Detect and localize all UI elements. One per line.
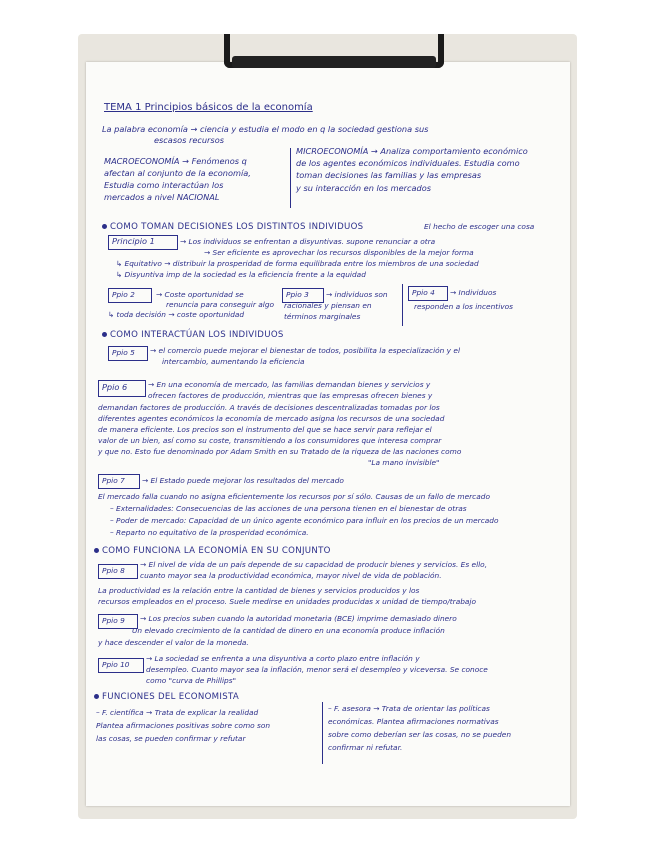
principle-4-text: → Individuos bbox=[450, 288, 497, 297]
principle-10-text: → La sociedad se enfrenta a una disyuntiva a corto plazo entre inflación y bbox=[146, 654, 420, 663]
choice-note: El hecho de escoger una cosa bbox=[424, 222, 535, 231]
principle-8-text-2: cuanto mayor sea la productividad económica, mayor nivel de vida de población. bbox=[140, 571, 442, 580]
tradeoff-line: ↳ Disyuntiva imp de la sociedad es la eficiencia frente a la equidad bbox=[116, 270, 366, 279]
market-failure-3: – Reparto no equitativo de la prosperidad económica. bbox=[110, 528, 309, 537]
advisory-line-1: – F. asesora → Trata de orientar las políticas bbox=[328, 704, 490, 713]
principle-5-label: Ppio 5 bbox=[112, 348, 135, 357]
advisory-line-2: económicas. Plantea afirmaciones normativas bbox=[328, 717, 499, 726]
principle-6-line-1: → En una economía de mercado, las familias demandan bienes y servicios y bbox=[148, 380, 431, 389]
notes-page bbox=[86, 62, 570, 806]
principle-8-text: → El nivel de vida de un país depende de su capacidad de producir bienes y servicios. Es ello, bbox=[140, 560, 488, 569]
principle-4-text-2: responden a los incentivos bbox=[414, 302, 513, 311]
advisory-line-3: sobre como deberían ser las cosas, no se pueden bbox=[328, 730, 512, 739]
principle-3-text-3: términos marginales bbox=[284, 312, 361, 321]
section-heading-interaction: COMO INTERACTÚAN LOS INDIVIDUOS bbox=[102, 330, 284, 340]
principle-6-line-7: y que no. Esto fue denominado por Adam Smith en su Tratado de la riqueza de las naciones como bbox=[98, 447, 462, 456]
principle-6-line-5: de manera eficiente. Los precios son el instrumento del que se hace servir para reflejar el bbox=[98, 425, 432, 434]
productivity-line-1: La productividad es la relación entre la cantidad de bienes y servicios producidos y los bbox=[98, 586, 420, 595]
principle-3-text: → individuos son bbox=[326, 290, 388, 299]
principle-6-label: Ppio 6 bbox=[102, 382, 128, 392]
market-failure-1: – Externalidades: Consecuencias de las acciones de una persona tienen en el bienestar de otras bbox=[110, 504, 467, 513]
macro-line-4: mercados a nivel NACIONAL bbox=[104, 192, 220, 202]
micro-line-4: y su interacción en los mercados bbox=[296, 183, 432, 193]
scientific-line-2: Plantea afirmaciones positivas sobre como son bbox=[96, 721, 271, 730]
micro-line-2: de los agentes económicos individuales. Estudia como bbox=[296, 158, 520, 168]
macro-line-2: afectan al conjunto de la economía, bbox=[104, 168, 251, 178]
section-heading-economy: COMO FUNCIONA LA ECONOMÍA EN SU CONJUNTO bbox=[94, 546, 331, 556]
macro-micro-divider bbox=[290, 148, 291, 208]
principle-2-label: Ppio 2 bbox=[112, 290, 135, 299]
market-failure: El mercado falla cuando no asigna eficientemente los recursos por sí sólo. Causas de un fallo de mercado bbox=[98, 492, 490, 501]
macro-line-3: Estudia como interactúan los bbox=[104, 180, 224, 190]
principle-2-text-3: ↳ toda decisión → coste oportunidad bbox=[108, 310, 245, 319]
clipboard-clip-bar bbox=[232, 56, 436, 68]
productivity-line-2: recursos empleados en el proceso. Suele medirse en unidades producidas x unidad de tiempo/trabajo bbox=[98, 597, 477, 606]
micro-line-3: toman decisiones las familias y las empresas bbox=[296, 170, 482, 180]
principle-2-text: → Coste oportunidad se bbox=[156, 290, 244, 299]
principle-5-text: → el comercio puede mejorar el bienestar de todos, posibilita la especialización y el bbox=[150, 346, 461, 355]
section-heading-decisions: COMO TOMAN DECISIONES LOS DISTINTOS INDIVIDUOS bbox=[102, 222, 363, 232]
principle-10-label: Ppio 10 bbox=[102, 660, 130, 669]
principle-9-text: → Los precios suben cuando la autoridad monetaria (BCE) imprime demasiado dinero bbox=[140, 614, 457, 623]
principle-1-efficiency: → Ser eficiente es aprovechar los recursos disponibles de la mejor forma bbox=[204, 248, 474, 257]
functions-divider bbox=[322, 702, 323, 764]
principle-1-label: Principio 1 bbox=[112, 236, 155, 246]
principle-9-label: Ppio 9 bbox=[102, 616, 125, 625]
micro-line-1: MICROECONOMÍA → Analiza comportamiento económico bbox=[296, 146, 528, 156]
principle-4-label: Ppio 4 bbox=[412, 288, 435, 297]
page-title: TEMA 1 Principios básicos de la economía bbox=[104, 102, 313, 113]
scientific-line-1: – F. científica → Trata de explicar la realidad bbox=[96, 708, 259, 717]
section-heading-economist: FUNCIONES DEL ECONOMISTA bbox=[94, 692, 239, 702]
equity-line: ↳ Equitativo → distribuir la prosperidad de forma equilibrada entre los miembros de una sociedad bbox=[116, 259, 479, 268]
principle-3-label: Ppio 3 bbox=[286, 290, 309, 299]
principle-3-text-2: racionales y piensan en bbox=[284, 301, 372, 310]
principle-6-line-2: ofrecen factores de producción, mientras que las empresas ofrecen bienes y bbox=[148, 391, 433, 400]
intro-line-1: La palabra economía → ciencia y estudia el modo en q la sociedad gestiona sus bbox=[102, 124, 429, 134]
principle-6-line-3: demandan factores de producción. A través de decisiones descentralizadas tomadas por los bbox=[98, 403, 440, 412]
market-failure-2: – Poder de mercado: Capacidad de un único agente económico para influir en los precios de un mercado bbox=[110, 516, 499, 525]
principle-1-text: → Los individuos se enfrentan a disyuntivas. supone renunciar a otra bbox=[180, 237, 436, 246]
principle-7-label: Ppio 7 bbox=[102, 476, 125, 485]
principle-2-text-2: renuncia para conseguir algo bbox=[166, 300, 275, 309]
macro-line-1: MACROECONOMÍA → Fenómenos q bbox=[104, 156, 247, 166]
intro-line-2: escasos recursos bbox=[154, 135, 224, 145]
principle-5-text-2: intercambio, aumentando la eficiencia bbox=[162, 357, 305, 366]
principle-6-line-6: valor de un bien, así como su coste, transmitiendo a los consumidores que interesa comprar bbox=[98, 436, 442, 445]
principle-10-text-2: desempleo. Cuanto mayor sea la inflación, menor será el desempleo y viceversa. Se conoce bbox=[146, 665, 488, 674]
principle-7-text: → El Estado puede mejorar los resultados del mercado bbox=[142, 476, 344, 485]
principle-6-line-4: diferentes agentes económicos la economía de mercado asigna los recursos de una sociedad bbox=[98, 414, 445, 423]
principle-9-text-3: y hace descender el valor de la moneda. bbox=[98, 638, 249, 647]
principle-6-line-8: "La mano invisible" bbox=[368, 458, 440, 467]
advisory-line-4: confirmar ni refutar. bbox=[328, 743, 403, 752]
principle-9-text-2: Un elevado crecimiento de la cantidad de dinero en una economía produce inflación bbox=[132, 626, 445, 635]
principle-divider bbox=[402, 284, 403, 326]
scientific-line-3: las cosas, se pueden confirmar y refutar bbox=[96, 734, 246, 743]
principle-10-text-3: como "curva de Phillips" bbox=[146, 676, 236, 685]
principle-8-label: Ppio 8 bbox=[102, 566, 125, 575]
